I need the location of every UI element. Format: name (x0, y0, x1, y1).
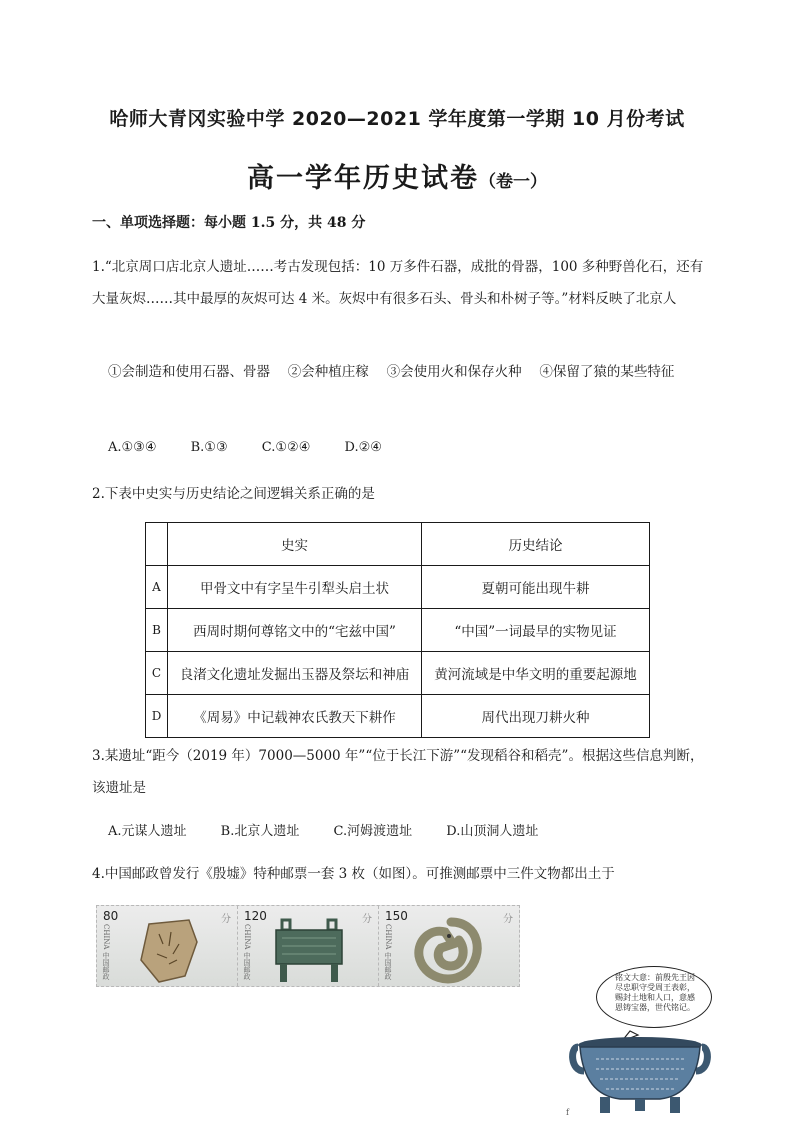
stamp-value: 80 (103, 909, 119, 923)
small-mark: f (566, 1108, 569, 1117)
question-4-stem: 4.中国邮政曾发行《殷墟》特种邮票一套 3 枚（如图）。可推测邮票中三件文物都出土于 (92, 866, 615, 882)
option-d[interactable]: D.②④ (344, 440, 382, 455)
option-a[interactable]: A.元谋人遗址 (108, 824, 187, 839)
table-row (146, 652, 650, 695)
row-key: D (146, 695, 168, 738)
stamp-oracle-bone (97, 906, 238, 986)
stamp-bronze-ding (238, 906, 379, 986)
row-fact: 《周易》中记载神农氏教天下耕作 (168, 695, 422, 738)
jade-dragon-icon (401, 914, 501, 986)
question-1-options (108, 440, 412, 455)
stamp-unit: 分 (362, 914, 372, 925)
row-conclusion: “中国”一词最早的实物见证 (422, 609, 650, 652)
speech-bubble-text: 铭文大意：前殷先王因尽忠职守受周王表彰，赐封土地和人口，意感恩铸宝器，世代铭记。 (615, 973, 695, 1012)
stamp-set-image (96, 905, 520, 987)
row-conclusion: 夏朝可能出现牛耕 (422, 566, 650, 609)
row-conclusion: 周代出现刀耕火种 (422, 695, 650, 738)
option-c[interactable]: C.①②④ (261, 440, 311, 455)
question-3-stem: 3.某遗址“距今（2019 年）7000—5000 年”“位于长江下游”“发现稻谷和稻壳”。根据这些信息判断，该遗址是 (92, 748, 704, 796)
question-3-options (108, 820, 568, 839)
table-header-cell (146, 523, 168, 566)
table-header-cell: 史实 (168, 523, 422, 566)
row-key: B (146, 609, 168, 652)
section-title: 一、单项选择题：每小题 1.5 分，共 48 分 (92, 215, 366, 231)
exam-header-line1: 哈师大青冈实验中学 2020—2021 学年度第一学期 10 月份考试 (109, 108, 685, 130)
option-d[interactable]: D.山顶洞人遗址 (446, 824, 539, 839)
exam-title-main: 高一学年历史试卷 (247, 163, 479, 194)
table-row (146, 609, 650, 652)
row-fact: 西周时期何尊铭文中的“宅兹中国” (168, 609, 422, 652)
exam-title-sub: （卷一） (479, 172, 547, 192)
row-key: C (146, 652, 168, 695)
history-table (145, 522, 650, 738)
row-fact: 良渚文化遗址发掘出玉器及祭坛和神庙 (168, 652, 422, 695)
bronze-ding-icon (260, 914, 360, 986)
stamp-value: 150 (385, 909, 408, 923)
stamp-unit: 分 (221, 914, 231, 925)
oracle-bone-icon (119, 914, 219, 986)
stamp-unit: 分 (503, 914, 513, 925)
question-1-items: ①会制造和使用石器、骨器 ②会种植庄稼 ③会使用火和保存火种 ④保留了猿的某些特征 (108, 364, 675, 380)
option-a[interactable]: A.①③④ (108, 440, 157, 455)
option-b[interactable]: B.①③ (190, 440, 228, 455)
exam-title (0, 156, 794, 195)
stamp-country: CHINA 中国邮政 (243, 924, 251, 980)
stamp-country: CHINA 中国邮政 (102, 924, 110, 980)
stamp-jade-dragon (379, 906, 519, 986)
stamp-value: 120 (244, 909, 267, 923)
table-header-cell: 历史结论 (422, 523, 650, 566)
table-row (146, 695, 650, 738)
question-1-stem: 1.“北京周口店北京人遗址……考古发现包括：10 万多件石器，成批的骨器，100 多种野兽化石，还有大量灰烬……其中最厚的灰烬可达 4 米。灰烬中有很多石头、骨头和朴树子等。”材料反映了北京人 (92, 259, 704, 307)
question-2-stem: 2.下表中史实与历史结论之间逻辑关系正确的是 (92, 486, 375, 502)
table-header-row (146, 523, 650, 566)
row-conclusion: 黄河流域是中华文明的重要起源地 (422, 652, 650, 695)
option-c[interactable]: C.河姆渡遗址 (333, 824, 413, 839)
row-fact: 甲骨文中有字呈牛引犁头启土状 (168, 566, 422, 609)
option-b[interactable]: B.北京人遗址 (220, 824, 300, 839)
row-key: A (146, 566, 168, 609)
stamp-country: CHINA 中国邮政 (384, 924, 392, 980)
table-row (146, 566, 650, 609)
